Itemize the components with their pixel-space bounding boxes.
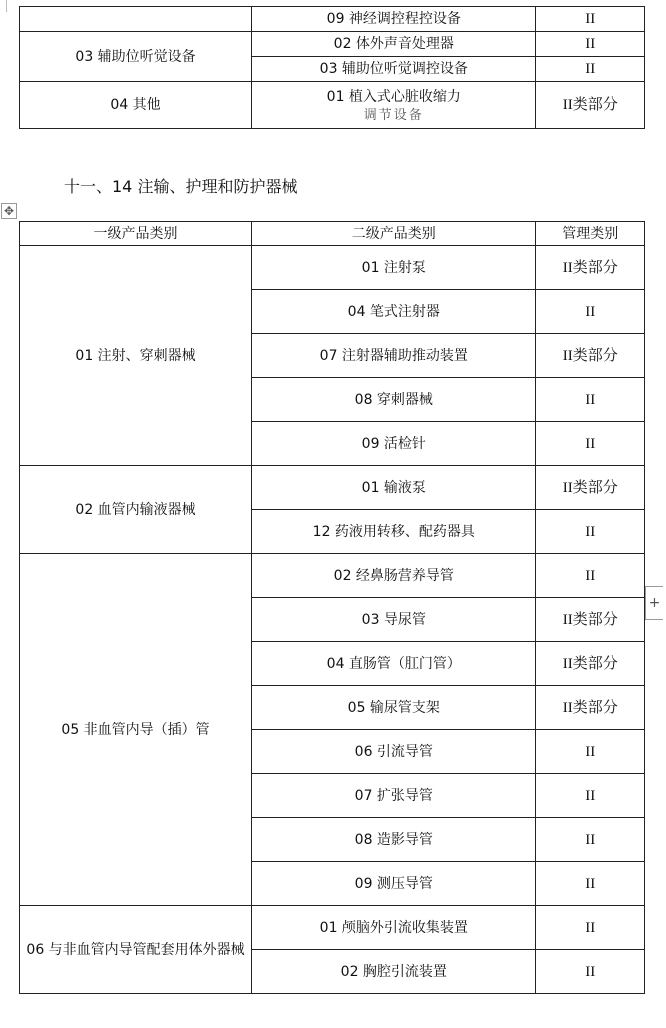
sub-main-text: 01 植入式心脏收缩力 [326, 89, 461, 105]
table-cell-main: 02 血管内输液器械 [20, 466, 252, 554]
table-cell-mgmt: II [536, 510, 645, 554]
table-row [20, 82, 645, 129]
sub-note-text: 调节设备 [363, 108, 424, 123]
table-cell-mgmt: II [536, 774, 645, 818]
top-table [19, 6, 645, 129]
add-row-icon[interactable]: + [645, 586, 663, 620]
table-cell-mgmt: II [536, 950, 645, 994]
table-cell-mgmt: II [536, 32, 645, 57]
table-cell-sub: 12 药液用转移、配药器具 [252, 510, 536, 554]
table-cell-mgmt: II [536, 422, 645, 466]
header-col3: 管理类别 [536, 222, 645, 246]
table-cell-sub: 09 神经调控程控设备 [252, 7, 536, 32]
table-row [20, 554, 645, 598]
table-cell-sub: 02 胸腔引流装置 [252, 950, 536, 994]
table-row [20, 32, 645, 57]
table-cell-sub: 08 穿刺器械 [252, 378, 536, 422]
table-cell-mgmt: II [536, 730, 645, 774]
table-cell-mgmt: II [536, 290, 645, 334]
table-cell-sub [252, 82, 536, 129]
table-row [20, 7, 645, 32]
table-cell-sub: 07 注射器辅助推动装置 [252, 334, 536, 378]
table-cell-mgmt: II类部分 [536, 334, 645, 378]
table-cell-sub: 01 注射泵 [252, 246, 536, 290]
table-cell-sub: 04 直肠管（肛门管） [252, 642, 536, 686]
table-move-handle-icon[interactable]: ✥ [1, 203, 17, 219]
table-cell-mgmt: II [536, 378, 645, 422]
table-cell-mgmt: II类部分 [536, 642, 645, 686]
table-row [20, 906, 645, 950]
table-cell-main: 05 非血管内导（插）管 [20, 554, 252, 906]
header-col1: 一级产品类别 [20, 222, 252, 246]
table-cell-sub: 03 导尿管 [252, 598, 536, 642]
table-cell-main: 04 其他 [20, 82, 252, 129]
table-cell-sub: 04 笔式注射器 [252, 290, 536, 334]
table-cell-sub: 08 造影导管 [252, 818, 536, 862]
table-cell-main: 01 注射、穿刺器械 [20, 246, 252, 466]
table-cell-sub: 05 输尿管支架 [252, 686, 536, 730]
table-header-row [20, 222, 645, 246]
table-cell-mgmt: II [536, 906, 645, 950]
table-row [20, 246, 645, 290]
table-cell-sub: 06 引流导管 [252, 730, 536, 774]
table-cell-main: 06 与非血管内导管配套用体外器械 [20, 906, 252, 994]
table-cell-sub: 02 体外声音处理器 [252, 32, 536, 57]
table-cell-mgmt: II类部分 [536, 246, 645, 290]
table-cell-mgmt: II类部分 [536, 466, 645, 510]
table-cell-sub: 07 扩张导管 [252, 774, 536, 818]
section-title: 十一、14 注输、护理和防护器械 [64, 177, 298, 196]
table-cell-sub: 02 经鼻肠营养导管 [252, 554, 536, 598]
table-cell-mgmt: II [536, 7, 645, 32]
table-cell-main [20, 7, 252, 32]
table-row [20, 466, 645, 510]
table-cell-mgmt: II [536, 818, 645, 862]
table-cell-sub: 09 测压导管 [252, 862, 536, 906]
table-cell-mgmt: II类部分 [536, 686, 645, 730]
page-edge [6, 0, 7, 12]
table-cell-sub: 03 辅助位听觉调控设备 [252, 57, 536, 82]
table-cell-mgmt: II类部分 [536, 82, 645, 129]
table-cell-sub: 01 输液泵 [252, 466, 536, 510]
table-cell-mgmt: II [536, 554, 645, 598]
table-cell-sub: 01 颅脑外引流收集装置 [252, 906, 536, 950]
header-col2: 二级产品类别 [252, 222, 536, 246]
main-table [19, 221, 645, 994]
table-cell-mgmt: II类部分 [536, 598, 645, 642]
table-cell-sub: 09 活检针 [252, 422, 536, 466]
table-cell-main: 03 辅助位听觉设备 [20, 32, 252, 82]
table-cell-mgmt: II [536, 57, 645, 82]
table-cell-mgmt: II [536, 862, 645, 906]
